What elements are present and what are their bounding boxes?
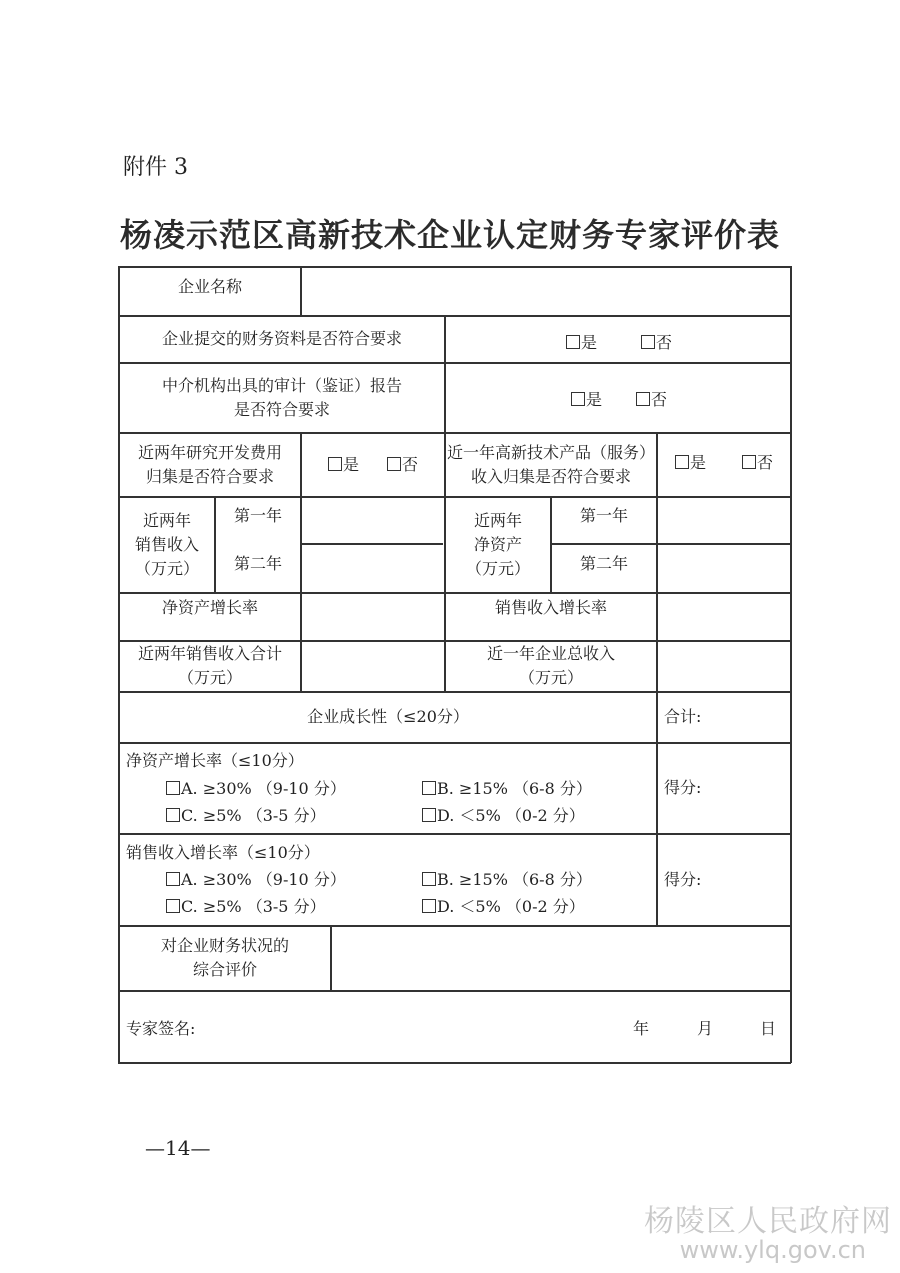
expert-signature-label: 专家签名: bbox=[126, 1019, 196, 1038]
financial-docs-no[interactable]: 否 bbox=[641, 330, 672, 353]
watermark-url: www.ylq.gov.cn bbox=[679, 1236, 866, 1264]
sales-total-label: 近两年销售收入合计 （万元） bbox=[137, 644, 282, 687]
company-name-label: 企业名称 bbox=[177, 277, 242, 296]
sales-score-label: 得分: bbox=[664, 869, 702, 889]
financial-docs-label: 企业提交的财务资料是否符合要求 bbox=[161, 329, 402, 348]
checkbox-icon bbox=[422, 899, 436, 913]
hitech-income-yes[interactable]: 是 bbox=[675, 450, 706, 473]
net-asset-option-d[interactable]: D. ＜5% （0-2 分） bbox=[422, 803, 585, 826]
hitech-income-label: 近一年高新技术产品（服务） 收入归集是否符合要求 bbox=[446, 442, 655, 486]
sales-year-one-label: 第一年 bbox=[233, 506, 282, 525]
audit-report-no[interactable]: 否 bbox=[636, 387, 667, 410]
sales-total-field[interactable] bbox=[302, 641, 444, 691]
sales-growth-label: 销售收入增长率 bbox=[494, 598, 607, 617]
net-assets-year-one-label: 第一年 bbox=[579, 506, 628, 525]
total-income-label: 近一年企业总收入 （万元） bbox=[486, 644, 615, 687]
checkbox-icon bbox=[636, 392, 650, 406]
total-income-field[interactable] bbox=[658, 641, 790, 691]
net-assets-year-two-field[interactable] bbox=[658, 544, 790, 592]
checkbox-icon bbox=[571, 392, 585, 406]
rd-collection-yes[interactable]: 是 bbox=[328, 452, 359, 475]
net-asset-growth-label: 净资产增长率 bbox=[161, 598, 258, 617]
financial-docs-yes[interactable]: 是 bbox=[566, 330, 597, 353]
sales-criteria-heading: 销售收入增长率（≤10分） bbox=[126, 843, 320, 862]
sales-option-a[interactable]: A. ≥30% （9-10 分） bbox=[166, 867, 346, 890]
checkbox-icon bbox=[166, 872, 180, 886]
checkbox-icon bbox=[422, 808, 436, 822]
date-month-label: 月 bbox=[697, 1019, 714, 1038]
growth-total-label: 合计: bbox=[664, 707, 702, 726]
audit-report-label: 中介机构出具的审计（鉴证）报告 是否符合要求 bbox=[161, 375, 402, 419]
date-day-label: 日 bbox=[760, 1019, 777, 1038]
overall-eval-field[interactable] bbox=[332, 926, 790, 990]
checkbox-icon bbox=[328, 457, 342, 471]
net-assets-year-two-label: 第二年 bbox=[579, 554, 628, 573]
net-assets-2y-label: 近两年 净资产 （万元） bbox=[465, 510, 530, 578]
annex-label: 附件 3 bbox=[123, 155, 188, 180]
net-asset-score-label: 得分: bbox=[664, 778, 702, 797]
sales-year-two-label: 第二年 bbox=[233, 554, 282, 573]
sales-option-c[interactable]: C. ≥5% （3-5 分） bbox=[166, 894, 326, 917]
hitech-income-no[interactable]: 否 bbox=[742, 450, 773, 473]
watermark-name: 杨陵区人民政府网 bbox=[644, 1204, 892, 1239]
net-asset-option-c[interactable]: C. ≥5% （3-5 分） bbox=[166, 803, 326, 826]
checkbox-icon bbox=[566, 335, 580, 349]
net-asset-growth-field[interactable] bbox=[302, 593, 444, 640]
sales-option-d[interactable]: D. ＜5% （0-2 分） bbox=[422, 894, 585, 917]
net-assets-year-one-field[interactable] bbox=[658, 497, 790, 543]
growth-heading: 企业成长性（≤20分） bbox=[307, 707, 469, 726]
net-asset-option-a[interactable]: A. ≥30% （9-10 分） bbox=[166, 776, 346, 799]
rd-collection-no[interactable]: 否 bbox=[387, 452, 418, 475]
checkbox-icon bbox=[166, 808, 180, 822]
date-year-label: 年 bbox=[633, 1019, 650, 1038]
checkbox-icon bbox=[742, 455, 756, 469]
checkbox-icon bbox=[422, 781, 436, 795]
audit-report-yes[interactable]: 是 bbox=[571, 387, 602, 410]
sales-option-b[interactable]: B. ≥15% （6-8 分） bbox=[422, 867, 592, 890]
checkbox-icon bbox=[166, 781, 180, 795]
expert-signature-field[interactable] bbox=[210, 1000, 610, 1050]
overall-eval-label: 对企业财务状况的 综合评价 bbox=[160, 936, 289, 979]
sales-growth-field[interactable] bbox=[658, 593, 790, 640]
net-asset-option-b[interactable]: B. ≥15% （6-8 分） bbox=[422, 776, 592, 799]
checkbox-icon bbox=[422, 872, 436, 886]
checkbox-icon bbox=[675, 455, 689, 469]
form-title: 杨凌示范区高新技术企业认定财务专家评价表 bbox=[119, 216, 780, 254]
checkbox-icon bbox=[641, 335, 655, 349]
sales-year-one-field[interactable] bbox=[302, 497, 444, 543]
sales-year-two-field[interactable] bbox=[302, 544, 444, 592]
checkbox-icon bbox=[166, 899, 180, 913]
checkbox-icon bbox=[387, 457, 401, 471]
sales-2y-label: 近两年 销售收入 （万元） bbox=[134, 510, 199, 578]
company-name-field[interactable] bbox=[302, 267, 790, 315]
rd-collection-label: 近两年研究开发费用 归集是否符合要求 bbox=[137, 442, 282, 486]
page-number: —14— bbox=[145, 1136, 211, 1160]
net-asset-criteria-heading: 净资产增长率（≤10分） bbox=[126, 751, 304, 770]
